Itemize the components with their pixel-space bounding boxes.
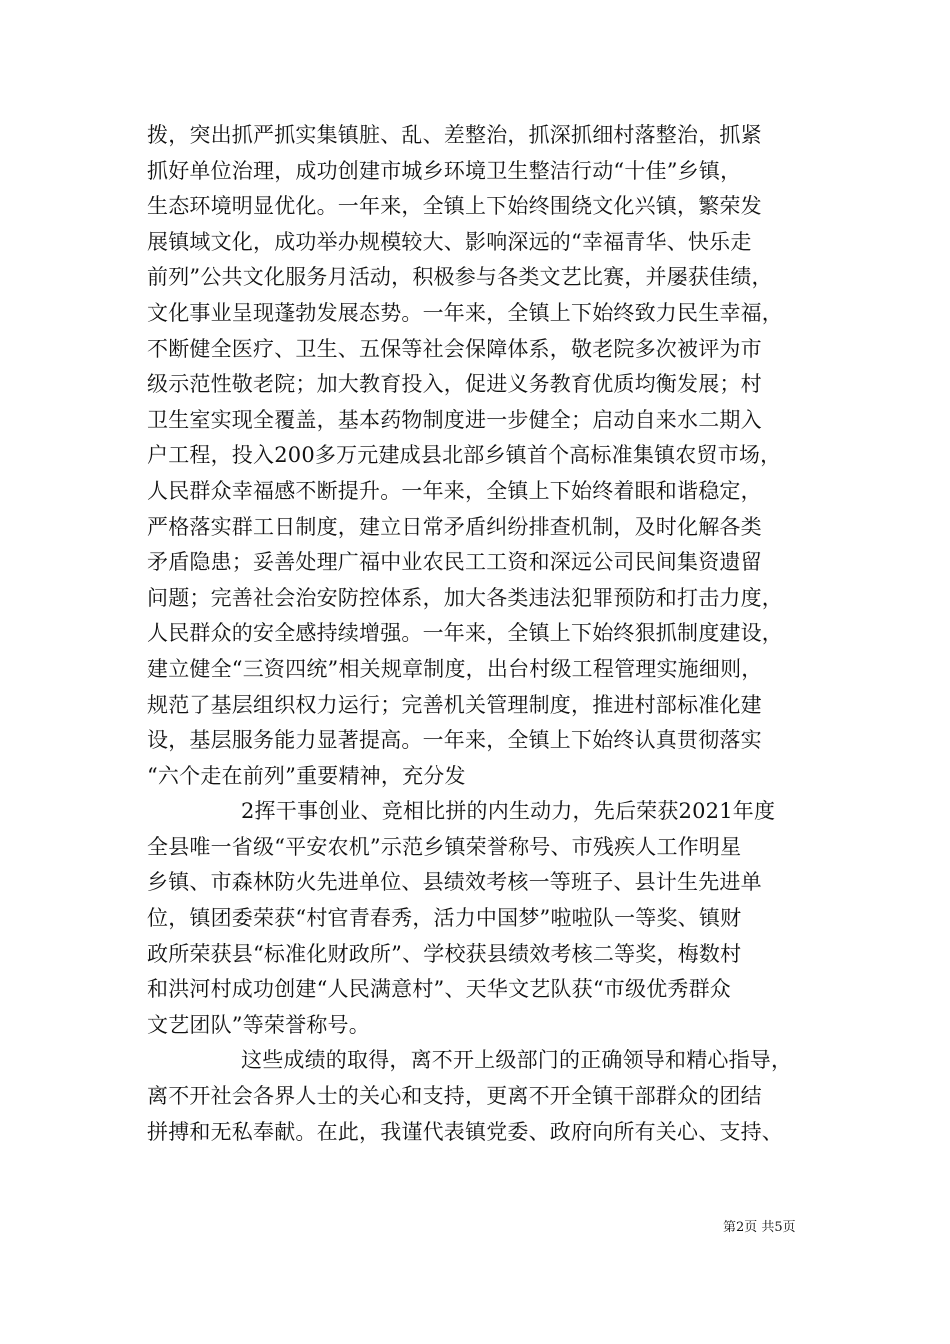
text-line: 规范了基层组织权力运行；完善机关管理制度，推进村部标准化建: [147, 692, 762, 717]
text-line: 人民群众幸福感不断提升。一年来，全镇上下始终着眼和谐稳定，: [147, 478, 762, 503]
text-line: 离不开社会各界人士的关心和支持，更离不开全镇干部群众的团结: [147, 1084, 762, 1109]
text-line: 政所荣获县“标准化财政所”、学校获县绩效考核二等奖，梅数村: [147, 941, 742, 966]
text-line: 不断健全医疗、卫生、五保等社会保障体系，敬老院多次被评为市: [147, 336, 762, 361]
text-line: 文艺团队”等荣誉称号。: [147, 1012, 370, 1037]
text-line: 乡镇、市森林防火先进单位、县绩效考核一等班子、县计生先进单: [147, 870, 762, 895]
text-line: 拼搏和无私奉献。在此，我谨代表镇党委、政府向所有关心、支持、: [147, 1119, 783, 1144]
text-line: 这些成绩的取得，离不开上级部门的正确领导和精心指导，: [241, 1048, 793, 1073]
text-line: “六个走在前列”重要精神，充分发: [147, 763, 466, 788]
text-line: 人民群众的安全感持续增强。一年来，全镇上下始终狠抓制度建设，: [147, 621, 783, 646]
text-line: 抓好单位治理，成功创建市城乡环境卫生整洁行动“十佳”乡镇，: [147, 158, 742, 183]
text-line: 拨，突出抓严抓实集镇脏、乱、差整治，抓深抓细村落整治，抓紧: [147, 123, 762, 147]
text-line: 前列”公共文化服务月活动，积极参与各类文艺比赛，并屡获佳绩，: [147, 265, 773, 290]
page-number-footer: 第2页 共5页: [723, 1220, 796, 1235]
text-line: 户工程，投入200多万元建成县北部乡镇首个高标准集镇农贸市场，: [147, 443, 782, 468]
paragraph-2: [147, 794, 827, 1043]
text-line: 严格落实群工日制度，建立日常矛盾纠纷排查机制，及时化解各类: [147, 514, 762, 539]
text-line: 文化事业呈现蓬勃发展态势。一年来，全镇上下始终致力民生幸福，: [147, 300, 783, 325]
text-line: 展镇域文化，成功举办规模较大、影响深远的“幸福青华、快乐走: [147, 229, 752, 254]
text-line: 矛盾隐患；妥善处理广福中业农民工工资和深远公司民间集资遗留: [147, 550, 762, 575]
text-line: 和洪河村成功创建“人民满意村”、天华文艺队获“市级优秀群众: [147, 977, 732, 1002]
paragraph-1: [147, 118, 827, 794]
text-line: 2挥干事创业、竞相比拼的内生动力，先后荣获2021年度: [241, 799, 776, 824]
text-line: 位，镇团委荣获“村官青春秀，活力中国梦”啦啦队一等奖、镇财: [147, 906, 742, 931]
text-line: 设，基层服务能力显著提高。一年来，全镇上下始终认真贯彻落实: [147, 728, 762, 753]
text-line: 建立健全“三资四统”相关规章制度，出台村级工程管理实施细则，: [147, 656, 763, 681]
text-line: 全县唯一省级“平安农机”示范乡镇荣誉称号、市残疾人工作明星: [147, 834, 742, 859]
text-line: 问题；完善社会治安防控体系，加大各类违法犯罪预防和打击力度，: [147, 585, 783, 610]
paragraph-3: [147, 1043, 827, 1150]
text-line: 卫生室实现全覆盖，基本药物制度进一步健全；启动自来水二期入: [147, 407, 762, 432]
text-line: 生态环境明显优化。一年来，全镇上下始终围绕文化兴镇，繁荣发: [147, 194, 762, 219]
text-line: 级示范性敬老院；加大教育投入，促进义务教育优质均衡发展；村: [147, 372, 762, 397]
document-body: [147, 118, 827, 1150]
